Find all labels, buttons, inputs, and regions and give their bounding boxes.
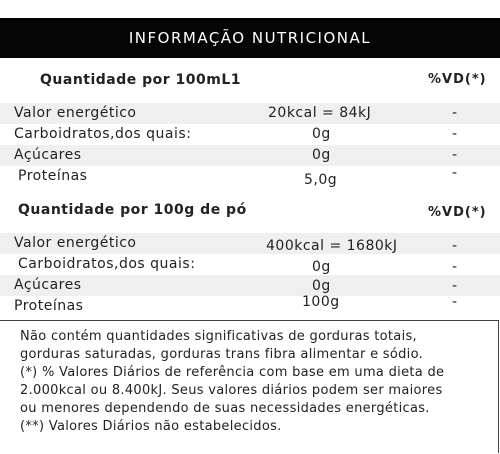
nutrient-vd: -	[452, 294, 458, 310]
nutrient-amount: 400kcal = 1680kJ	[266, 238, 398, 254]
nutrient-name: Valor energético	[14, 235, 137, 251]
footer-line: (**) Valores Diários não estabelecidos.	[20, 419, 282, 434]
nutrient-amount: 0g	[312, 147, 331, 163]
footer-notes	[0, 320, 499, 453]
table-row	[0, 124, 500, 145]
nutrient-vd: -	[452, 126, 458, 142]
section2-title: Quantidade por 100g de pó	[18, 202, 247, 218]
table-row	[0, 275, 500, 296]
footer-line: 2.000kcal ou 8.400kJ. Seus valores diários podem ser maiores	[20, 383, 443, 398]
nutrient-vd: -	[452, 165, 458, 181]
table-title: INFORMAÇÃO NUTRICIONAL	[128, 29, 372, 47]
nutrient-vd: -	[452, 238, 458, 254]
nutrient-amount: 20kcal = 84kJ	[268, 105, 372, 121]
table-row	[0, 254, 500, 275]
nutrient-name: Açúcares	[14, 277, 82, 293]
section2-vd-header: %VD(*)	[428, 205, 487, 220]
table-row	[0, 233, 500, 254]
footer-line: (*) % Valores Diários de referência com base em uma dieta de	[20, 365, 445, 380]
nutrient-name: Açúcares	[14, 147, 82, 163]
nutrient-amount: 100g	[302, 294, 340, 310]
nutrient-name: Proteínas	[18, 168, 88, 184]
table-header	[0, 18, 500, 58]
nutrient-amount: 0g	[312, 278, 331, 294]
table-row	[0, 166, 500, 187]
footer-line: gorduras saturadas, gorduras trans fibra alimentar e sódio.	[20, 347, 424, 362]
footer-line: ou menores dependendo de suas necessidades energéticas.	[20, 401, 430, 416]
nutrient-name: Valor energético	[14, 105, 137, 121]
nutrient-name: Carboidratos,dos quais:	[18, 256, 196, 272]
nutrient-vd: -	[452, 259, 458, 275]
nutrient-vd: -	[452, 278, 458, 294]
section1-title: Quantidade por 100mL1	[40, 72, 242, 88]
nutrient-amount: 0g	[312, 259, 331, 275]
nutrient-name: Proteínas	[14, 298, 84, 314]
nutrient-amount: 5,0g	[304, 172, 338, 188]
footer-line: Não contém quantidades significativas de gorduras totais,	[20, 329, 417, 344]
section1-vd-header: %VD(*)	[428, 72, 487, 87]
table-row	[0, 145, 500, 166]
table-row	[0, 296, 500, 317]
table-row	[0, 103, 500, 124]
nutrient-vd: -	[452, 105, 458, 121]
nutrient-vd: -	[452, 147, 458, 163]
nutrient-name: Carboidratos,dos quais:	[14, 126, 192, 142]
nutrient-amount: 0g	[312, 126, 331, 142]
